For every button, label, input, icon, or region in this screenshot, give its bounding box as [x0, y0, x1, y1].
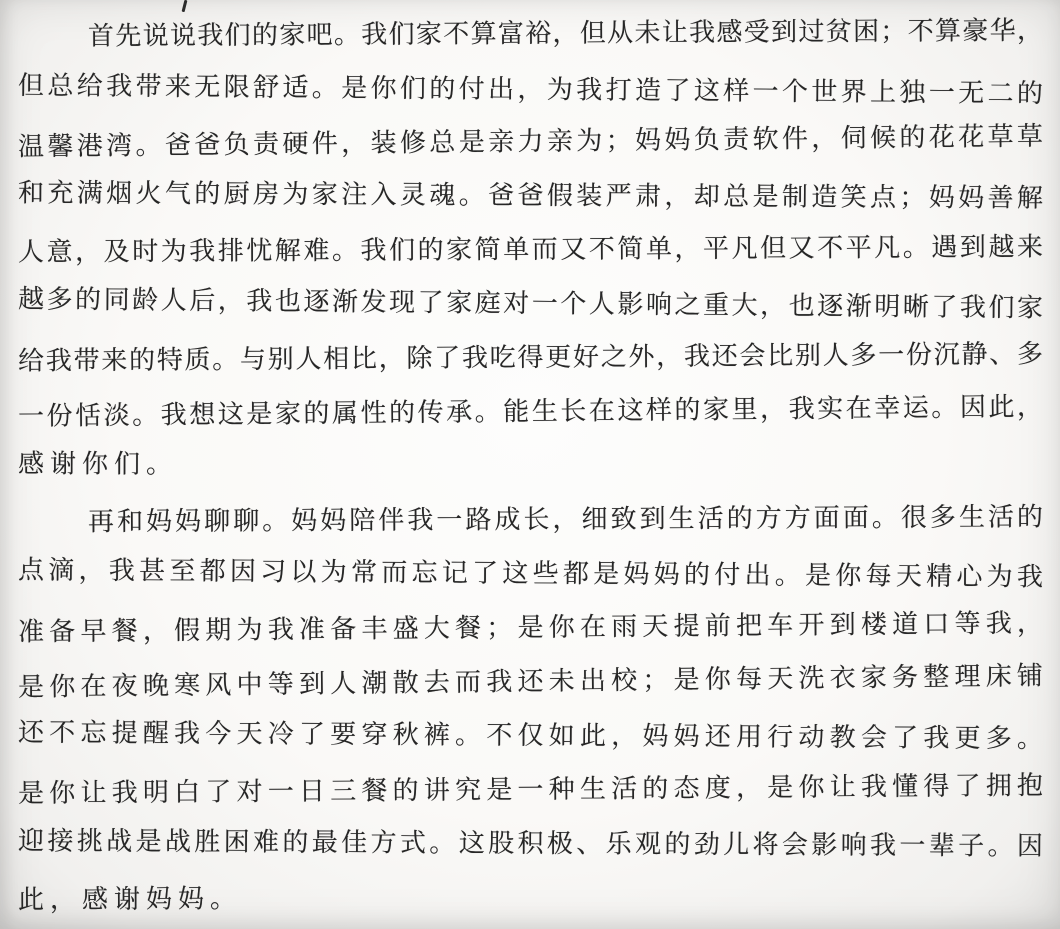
handwritten-line: 点滴，我甚至都因习以为常而忘记了这些都是妈妈的付出。是你每天精心为我 [17, 555, 1045, 593]
handwritten-line: 迎接挑战是战胜困难的最佳方式。这股积极、乐观的劲儿将会影响我一辈子。因 [17, 826, 1045, 862]
handwritten-line: 是你在夜晚寒风中等到人潮散去而我还未出校；是你每天洗衣家务整理床铺 [17, 661, 1045, 703]
handwritten-line: 首先说说我们的家吧。我们家不算富裕，但从未让我感受到过贫困；不算豪华， [87, 15, 1045, 52]
handwritten-line: 但总给我带来无限舒适。是你们的付出，为我打造了这样一个世界上独一无二的 [17, 70, 1045, 110]
handwritten-line: 一份恬淡。我想这是家的属性的传承。能生长在这样的家里，我实在幸运。因此， [17, 392, 1045, 432]
handwritten-line: 此，感谢妈妈。 [17, 884, 243, 916]
handwritten-line: 人意，及时为我排忧解难。我们的家简单而又不简单，平凡但又不平凡。遇到越来 [17, 232, 1045, 268]
handwritten-line: 感谢你们。 [17, 449, 179, 480]
handwritten-line: 给我带来的特质。与别人相比，除了我吃得更好之外，我还会比别人多一份沉静、多 [17, 339, 1045, 377]
handwritten-line: 还不忘提醒我今天冷了要穿秋裤。不仅如此，妈妈还用行动教会了我更多。 [17, 717, 1045, 755]
handwritten-line: 准备早餐，假期为我准备丰盛大餐；是你在雨天提前把车开到楼道口等我， [17, 608, 1045, 648]
handwritten-line: 是你让我明白了对一日三餐的讲究是一种生活的态度，是你让我懂得了拥抱 [17, 770, 1045, 810]
handwritten-line: 再和妈妈聊聊。妈妈陪伴我一路成长，细致到生活的方方面面。很多生活的 [87, 502, 1045, 538]
handwritten-line: 和充满烟火气的厨房为家注入灵魂。爸爸假装严肃，却总是制造笑点；妈妈善解 [17, 178, 1045, 214]
handwritten-line: 温馨港湾。爸爸负责硬件，装修总是亲力亲为；妈妈负责软件，伺候的花花草草 [17, 121, 1045, 163]
handwritten-line: 越多的同龄人后，我也逐渐发现了家庭对一个人影响之重大，也逐渐明晰了我们家 [17, 284, 1045, 324]
